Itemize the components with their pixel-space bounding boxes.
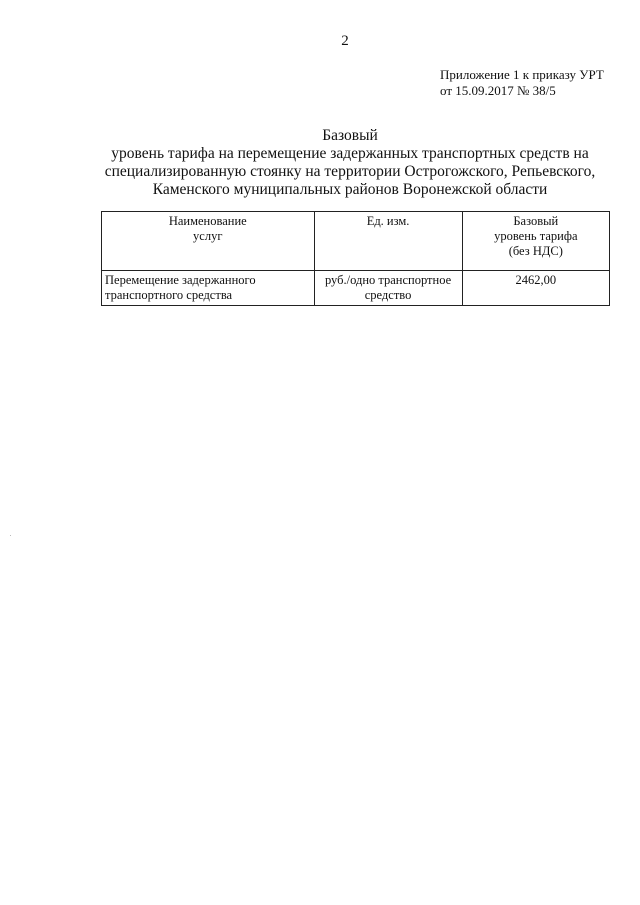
header-base-line-3: (без НДС) [508, 244, 563, 258]
tariff-table [101, 211, 610, 306]
header-base-line-2: уровень тарифа [494, 229, 578, 243]
title-line-4: Каменского муниципальных районов Воронежской области [152, 181, 548, 198]
header-base-cell [462, 212, 609, 271]
row-unit-line-1: руб./одно транспортное [324, 273, 452, 287]
header-base-line-1: Базовый [513, 214, 559, 228]
row-value-cell [462, 271, 609, 306]
appendix-line-date: от 15.09.2017 № 38/5 [440, 83, 556, 98]
row-value: 2462,00 [515, 273, 557, 287]
header-name-line-2: услуг [193, 229, 223, 243]
row-unit-cell [314, 271, 462, 306]
title-line-3: специализированную стоянку на территории Острогожского, Репьевского, [104, 163, 596, 180]
appendix-line-order: Приложение 1 к приказу УРТ [440, 67, 604, 82]
row-name-line-1: Перемещение задержанного [105, 273, 256, 287]
row-unit-line-2: средство [364, 288, 412, 302]
document-title [80, 127, 620, 199]
title-line-2: уровень тарифа на перемещение задержанных транспортных средств на [111, 145, 589, 162]
header-name-cell [102, 212, 315, 271]
table-header-row [102, 212, 610, 271]
header-unit-label: Ед. изм. [366, 214, 410, 228]
table-row [102, 271, 610, 306]
row-name-line-2: транспортного средства [105, 288, 233, 302]
appendix-reference [440, 67, 604, 99]
header-name-line-1: Наименование [168, 214, 247, 228]
page-number: 2 [341, 33, 349, 49]
title-line-1: Базовый [322, 127, 378, 144]
header-unit-cell [314, 212, 462, 271]
row-name-cell [102, 271, 315, 306]
scan-speck [10, 535, 11, 536]
